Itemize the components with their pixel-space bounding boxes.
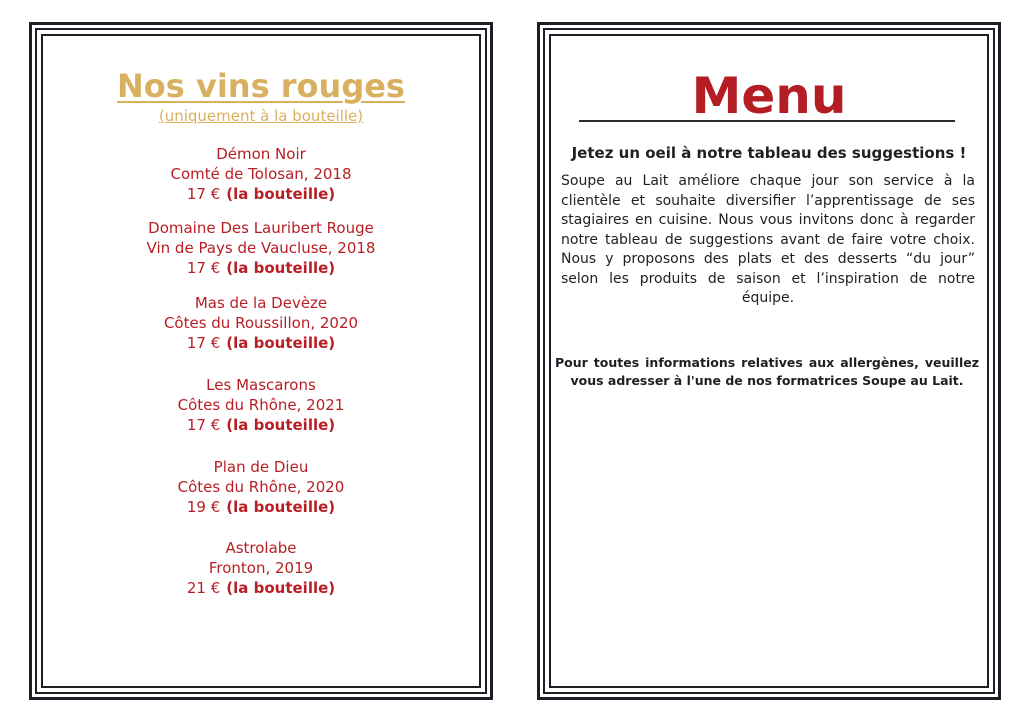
wine-name: Démon Noir	[216, 145, 306, 163]
wine-unit: (la bouteille)	[226, 416, 336, 434]
wine-price: 21 €	[186, 579, 221, 597]
wine-item	[29, 144, 493, 204]
wine-name: Domaine Des Lauribert Rouge	[148, 219, 374, 237]
wine-unit: (la bouteille)	[226, 498, 336, 516]
wine-price: 17 €	[186, 185, 221, 203]
wine-price-line	[29, 333, 493, 353]
menu-description: Soupe au Lait améliore chaque jour son service à la clientèle et souhaite diversifier l’apprentissage de ses stagiaires en cuisine. Nous vous invitons donc à regarder notre tableau de suggestions avant de faire votre choix. Nous y proposons des plats et des desserts “du jour” selon les produits de saison et l’inspiration de notre équipe.	[561, 173, 975, 306]
wine-name: Les Mascarons	[206, 376, 316, 394]
wine-item	[29, 538, 493, 598]
title-divider	[579, 120, 955, 122]
wine-origin: Comté de Tolosan, 2018	[170, 165, 352, 183]
wine-origin: Côtes du Roussillon, 2020	[163, 314, 359, 332]
wine-price-line	[29, 184, 493, 204]
wine-price: 17 €	[186, 416, 221, 434]
wine-unit: (la bouteille)	[226, 259, 336, 277]
wine-price-line	[29, 415, 493, 435]
wine-origin: Côtes du Rhône, 2020	[177, 478, 345, 496]
wine-origin: Côtes du Rhône, 2021	[177, 396, 345, 414]
wine-item	[29, 457, 493, 517]
menu-page	[537, 22, 1001, 700]
wine-unit: (la bouteille)	[226, 185, 336, 203]
wine-price-line	[29, 497, 493, 517]
wine-origin: Vin de Pays de Vaucluse, 2018	[146, 239, 376, 257]
wine-item	[29, 375, 493, 435]
wine-origin: Fronton, 2019	[208, 559, 314, 577]
suggestions-heading: Jetez un oeil à notre tableau des suggestions !	[571, 144, 967, 162]
wine-price: 19 €	[186, 498, 221, 516]
wine-name: Plan de Dieu	[213, 458, 309, 476]
wine-list-title: Nos vins rouges	[117, 67, 405, 105]
allergen-note: Pour toutes informations relatives aux allergènes, veuillez vous adresser à l'une de nos formatrices Soupe au Lait.	[555, 355, 979, 388]
wine-unit: (la bouteille)	[226, 579, 336, 597]
wine-price: 17 €	[186, 259, 221, 277]
wine-unit: (la bouteille)	[226, 334, 336, 352]
wine-item	[29, 218, 493, 278]
wine-list-subtitle: (uniquement à la bouteille)	[158, 107, 364, 125]
wine-item	[29, 293, 493, 353]
menu-title: Menu	[691, 67, 847, 125]
wine-price-line	[29, 578, 493, 598]
wine-name: Mas de la Devèze	[194, 294, 328, 312]
wine-name: Astrolabe	[225, 539, 297, 557]
wine-list-page	[29, 22, 493, 700]
wine-price: 17 €	[186, 334, 221, 352]
wine-price-line	[29, 258, 493, 278]
